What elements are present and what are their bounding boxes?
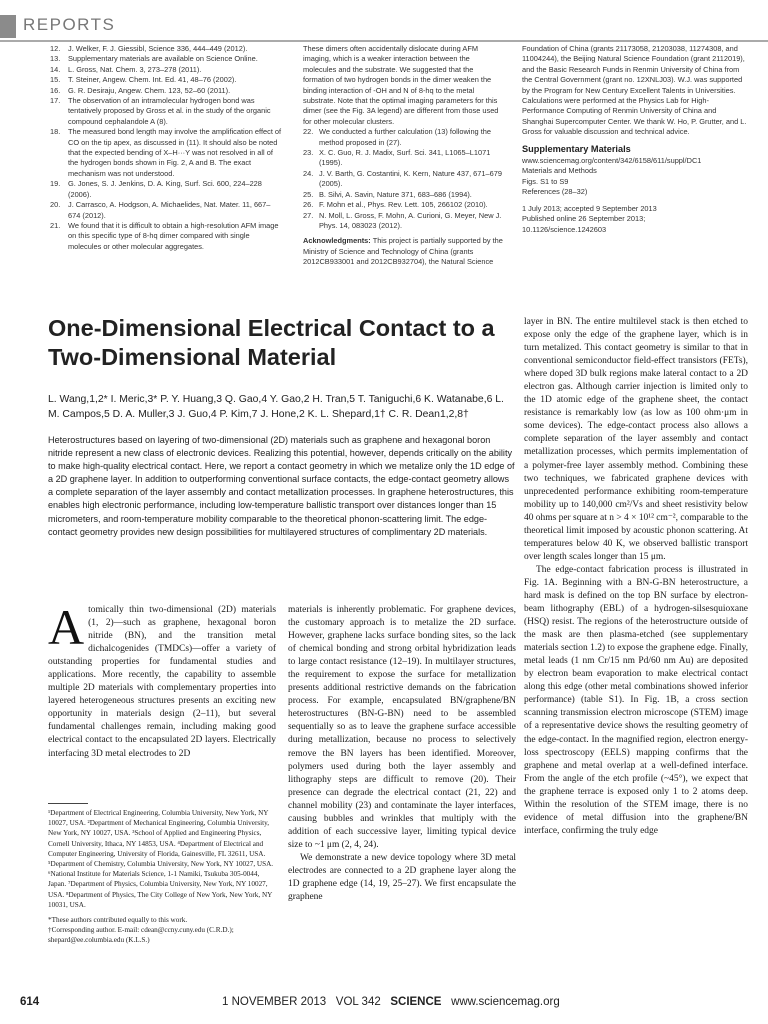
article-title: One-Dimensional Electrical Contact to a Two-Dimensional Material	[48, 315, 495, 370]
reference-text: Supplementary materials are available on Science Online.	[68, 54, 258, 64]
reference-number: 17.	[50, 96, 61, 106]
reference-text: X. C. Guo, R. J. Madix, Surf. Sci. 341, L1065–L1071 (1995).	[319, 148, 491, 168]
supplementary-item: Figs. S1 to S9	[522, 176, 569, 186]
reference-text: B. Silvi, A. Savin, Nature 371, 683–686 (1994).	[319, 189, 472, 199]
reference-item	[303, 169, 503, 190]
body-paragraph: tomically thin two-dimensional (2D) materials (1, 2)—such as graphene, hexagonal boron nitride (BN), and the transition metal dichalcogenides (TMDCs)—offer a variety of outstanding properties for fundamental studies and applications. More recently, the capability to assemble multiple 2D materials with complementary properties into layered heterogeneous structures presents an exciting new opportunity in materials design (2–11), but several fundamental challenges remain, including making good electrical contact to the encapsulated 2D layers. Electrically interfacing 3D metal electrodes to 2D	[48, 605, 276, 759]
equal-contribution-note: *These authors contributed equally to this work.	[48, 916, 188, 925]
supplementary-item: Materials and Methods	[522, 166, 597, 176]
supplementary-url[interactable]: www.sciencemag.org/content/342/6158/611/suppl/DC1	[522, 156, 702, 166]
reference-text: The measured bond length may involve the amplification effect of CO on the tip apex, as discussed in (11). It should also be noted that the expected bending of X–H···Y was not resolved in all of the hydrogen bonds shown in Fig. 2, A and B. The exact mechanism was not understood.	[68, 127, 282, 178]
reference-number: 24.	[303, 168, 314, 178]
reference-item	[303, 211, 503, 232]
reference-text: L. Gross, Nat. Chem. 3, 273–278 (2011).	[68, 64, 202, 74]
received-dates: 1 July 2013; accepted 9 September 2013	[522, 203, 657, 213]
reference-item	[50, 65, 282, 75]
abstract: Heterostructures based on layering of two-dimensional (2D) materials such as graphene and hexagonal boron nitride represent a new class of electronic devices. Realizing this potential, however, depends critically on the ability to make high-quality electrical contact. Here, we report a contact geometry in which we metalize only the 1D edge of a 2D graphene layer. In addition to outperforming conventional surface contacts, the edge-contact geometry allows a complete separation of the layer assembly and contact metallization processes. In graphene heterostructures, this enables high electronic performance, including low-temperature ballistic transport over distances longer than 15 micrometers, and room-temperature mobility comparable to the theoretical phonon-scattering limit. The edge-contact geometry provides new design possibilities for multilayered structures of complimentary 2D materials.	[48, 435, 515, 537]
journal-name: SCIENCE	[390, 996, 442, 1008]
reference-text: We found that it is difficult to obtain a high-resolution AFM image on this specific type of 8-hq dimer compared with single molecules or other molecular aggregates.	[68, 220, 279, 251]
reference-text: The observation of an intramolecular hydrogen bond was tentatively proposed by Gross et al. in the study of the organic compound cephalandole A (8).	[68, 96, 271, 126]
doi: 10.1126/science.1242603	[522, 224, 607, 234]
published-date: Published online 26 September 2013;	[522, 214, 646, 224]
reference-item	[303, 200, 503, 210]
reference-number: 20.	[50, 200, 61, 210]
author-list: L. Wang,1,2* I. Meric,3* P. Y. Huang,3 Q. Gao,4 Y. Gao,2 H. Tran,5 T. Taniguchi,6 K. Watanabe,6 L. M. Campos,5 D. A. Muller,3 J. Guo,4 P. Kim,7 J. Hone,2 K. L. Shepard,1† C. R. Dean1,2,8†	[48, 394, 504, 420]
reference-item	[50, 75, 282, 85]
reference-list	[50, 44, 282, 252]
reference-item	[50, 221, 282, 252]
reference-text: F. Mohn et al., Phys. Rev. Lett. 105, 266102 (2010).	[319, 200, 488, 210]
reference-number: 15.	[50, 75, 61, 85]
footnote-rule	[48, 803, 88, 804]
reference-text: G. Jones, S. J. Jenkins, D. A. King, Surf. Sci. 600, 224–228 (2006).	[68, 179, 262, 199]
reference-item	[50, 127, 282, 179]
reference-item	[50, 44, 282, 54]
reference-list	[303, 127, 503, 231]
acknowledgments-label: Acknowledgments:	[303, 236, 371, 246]
reference-number: 26.	[303, 200, 314, 210]
corresponding-author-note: †Corresponding author. E-mail: cdean@ccny.cuny.edu (C.R.D.); shepard@ee.columbia.edu (K.L.S.)	[48, 926, 234, 945]
page-number: 614	[20, 996, 40, 1008]
reference-text: J. V. Barth, G. Costantini, K. Kern, Nature 437, 671–679 (2005).	[319, 168, 502, 189]
affiliations	[48, 808, 276, 946]
reference-item	[50, 54, 282, 64]
reference-number: 21.	[50, 220, 61, 230]
reference-number: 25.	[303, 189, 314, 199]
reference-item	[50, 179, 282, 200]
reference-text: J. Welker, F. J. Giessibl, Science 336, 444–449 (2012).	[68, 44, 248, 53]
reference-number: 12.	[50, 44, 61, 53]
reference-number: 22.	[303, 127, 314, 137]
body-paragraph: materials is inherently problematic. For graphene devices, the customary approach is to metalize the 2D surface. However, graphene lacks surface bonding sites, so the lack of chemical bonding and strong orbital hybridization leads to large contact resistance (12–19). In multilayer structures, the requirement to expose the surface for metallization presents additional restrictive demands on the fabrication process. For example, encapsulated BN/graphene/BN heterostructures (BN-G-BN) need to be assembled sequentially so as to leave the graphene surface accessible during metallization, because no process to selectively remove the BN layers has been identified. Moreover, polymers used during both the layer assembly and lithography steps are difficult to remove (20). Their presence can degrade the electrical contact (21, 22) and channel mobility (23) and contaminate the layer interfaces, causing bubbles and wrinkles that multiply with the addition of each successive layer, limiting typical device size to ~1 μm (2, 4, 24).	[288, 605, 516, 850]
section-marker	[0, 15, 16, 38]
reference-number: 27.	[303, 210, 314, 220]
section-label: REPORTS	[23, 15, 116, 34]
affiliation-text: ¹Department of Electrical Engineering, Columbia University, New York, NY 10027, USA. ²Department of Mechanical Engineering, Columbia University, New York, NY 10027, USA. ³School of Applied and Engineering Physics, Cornell University, Ithaca, NY 14853, USA. ⁴Department of Electrical and Computer Engineering, University of Florida, Gainesville, FL 32611, USA. ⁵Department of Chemistry, Columbia University, New York, NY 10027, USA. ⁶National Institute for Materials Science, 1-1 Namiki, Tsukuba 305-0044, Japan. ⁷Department of Physics, Columbia University, New York, NY 10027, USA. ⁸Department of Physics, The City College of New York, New York, NY 10031, USA.	[48, 809, 274, 909]
reference-text: We conducted a further calculation (13) following the method proposed in (27).	[319, 127, 491, 147]
reference-item	[303, 190, 503, 200]
reference-continuation: These dimers often accidentally dislocate during AFM imaging, which is a weaker interaction between the molecules and the substrate. We suggested that the formation of two hydrogen bonds in the dimer weaken the binding interaction of -OH and N of 8-hq to the metal substrate. Note that the optimal imaging parameters for this dimer (see the Fig. 3A legend) are different from those used for other molecular clusters.	[303, 44, 499, 126]
body-paragraph: layer in BN. The entire multilevel stack is then etched to expose only the edge of the graphene layer, which is in turn metalized. This contact geometry is similar to that in conventional semiconductor field-effect transistors (FETs), where doped 3D bulk regions make lateral contact to a 2D electron gas. Although carrier injection is limited only to the 1D atomic edge of the graphene sheet, the contact resistance is remarkably low (as low as 100 ohm·μm in some devices). The edge-contact process also allows a complete separation of the layer assembly and contact metallization processes, which permits implementation of a polymer-free layer assembly method. Combining these two techniques, we fabricated graphene devices with unprecedented performance exhibiting room-temperature mobility up to 140,000 cm²/Vs and sheet resistivity below 40 ohms per square at n > 4 × 10¹² cm⁻², comparable to the theoretical limit imposed by acoustic phonon scattering. At temperatures below 40 K, we observed ballistic transport over length scales longer than 15 μm.	[524, 317, 748, 562]
reference-text: N. Moll, L. Gross, F. Mohn, A. Curioni, G. Meyer, New J. Phys. 14, 083023 (2012).	[319, 210, 502, 230]
reference-item	[50, 200, 282, 221]
references-column-2	[303, 44, 503, 268]
references-column-3	[522, 44, 747, 235]
header-rule	[0, 40, 768, 42]
reference-item	[303, 127, 503, 148]
supplementary-title: Supplementary Materials	[522, 143, 631, 154]
reference-text: G. R. Desiraju, Angew. Chem. 123, 52–60 (2011).	[68, 85, 231, 95]
journal-url[interactable]: www.sciencemag.org	[451, 996, 560, 1008]
body-paragraph: The edge-contact fabrication process is illustrated in Fig. 1A. Beginning with a BN-G-BN heterostructure, a hard mask is defined on the top BN surface by electron-beam lithography (EBL) of a hydrogen-silsesquioxane (HSQ) resist. The regions of the heterostructure outside of the mask are then plasma-etched (see supplementary materials section 1.2) to expose the graphene edge. Finally, metal leads (1 nm Cr/15 nm Pd/60 nm Au) are deposited by electron beam evaporation to make electrical contact along this edge (other metal combinations showed inferior performance) (table S1). In Fig. 1B, a cross section scanning transmission electron microscope (STEM) image of a representative device shows the resulting geometry of the edge-contact. In the magnified region, electron energy-loss spectroscopy (EELS) mapping confirms that the graphene and metal overlap at a well-defined interface. From the angle of the etch profile (~45°), we expect that the graphene terrace is exposed only 1 to 2 atoms deep. Within the resolution of the STEM image, there is no evidence of metal diffusion into the graphene/BN interface, confirming the truly edge	[524, 564, 748, 836]
issue-date: 1 NOVEMBER 2013	[222, 996, 327, 1008]
body-column-2	[288, 604, 516, 904]
reference-number: 23.	[303, 148, 314, 158]
body-paragraph: We demonstrate a new device topology where 3D metal electrodes are connected to a 2D graphene layer along the 1D graphene edge (14, 19, 25–27). We first encapsulate the graphene	[288, 852, 516, 903]
reference-number: 18.	[50, 127, 61, 137]
body-column-3	[524, 316, 748, 838]
reference-number: 19.	[50, 179, 61, 189]
funding-text: Foundation of China (grants 21173058, 21203038, 11274308, and 11004244), the Beijing Natural Science Foundation (grant 2112019), and the Basic Research Funds in Renmin University of China from the Central Government (grant no. 12XNLJ03). W.J. was supported by the Program for New Century Excellent Talents in Universities. Calculations were performed at the Physics Lab for High-Performance Computing of Renmin University of China and Shanghai Supercomputer Center. We thank W. Ho, P. Grutter, and L. Gross for valuable discussion and technical advice.	[522, 44, 747, 137]
reference-item	[50, 96, 282, 127]
reference-item	[303, 148, 503, 169]
reference-item	[50, 86, 282, 96]
reference-text: T. Steiner, Angew. Chem. Int. Ed. 41, 48–76 (2002).	[68, 75, 237, 85]
volume: VOL 342	[335, 996, 381, 1008]
supplementary-item: References (28–32)	[522, 187, 588, 197]
acknowledgments	[303, 236, 503, 267]
reference-number: 14.	[50, 64, 61, 74]
reference-number: 13.	[50, 54, 61, 64]
reference-text: J. Carrasco, A. Hodgson, A. Michaelides, Nat. Mater. 11, 667–674 (2012).	[68, 200, 271, 220]
acknowledgments-text: This project is partially supported by the Ministry of Science and Technology of China (grants 2012CB933001 and 2012CB932704), the Natural Science	[303, 236, 503, 267]
reference-number: 16.	[50, 85, 61, 95]
drop-cap: A	[48, 599, 85, 655]
footer-info	[222, 996, 560, 1008]
body-column-1	[48, 599, 276, 761]
references-column-1	[50, 44, 282, 252]
